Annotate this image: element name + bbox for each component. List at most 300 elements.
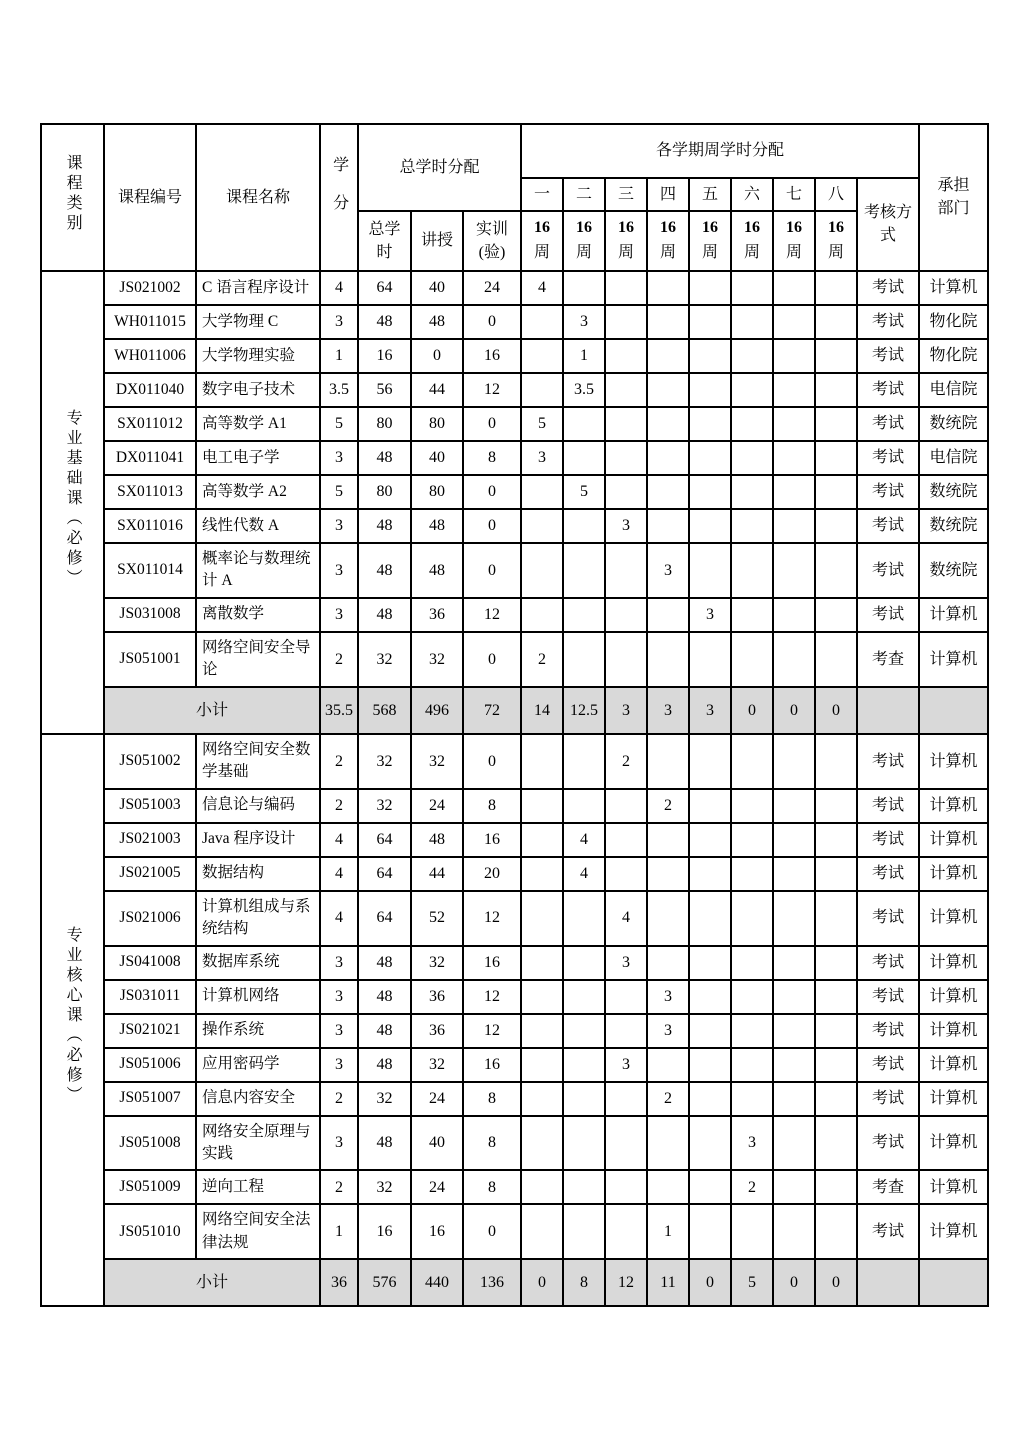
header-row-1 [41, 124, 988, 178]
assessment-cell: 考试 [857, 373, 919, 407]
subtotal-total-hours-cell: 576 [358, 1259, 411, 1306]
subtotal-department-cell [919, 1259, 988, 1306]
group-header-weekly-hours: 各学期周学时分配 [521, 124, 919, 178]
practice-hours-cell: 12 [463, 891, 521, 946]
total-hours-cell: 64 [358, 271, 411, 305]
total-hours-cell: 32 [358, 734, 411, 789]
lecture-hours-cell: 80 [411, 407, 463, 441]
course-name-cell: 电工电子学 [196, 441, 320, 475]
semester-hours-cell [731, 509, 773, 543]
credits-cell: 5 [320, 475, 358, 509]
course-code-cell: JS051009 [104, 1170, 196, 1204]
credits-cell: 2 [320, 1170, 358, 1204]
semester-hours-cell [773, 1204, 815, 1259]
department-cell: 计算机 [919, 1170, 988, 1204]
subtotal-semester-hours-cell: 12.5 [563, 687, 605, 734]
subtotal-credits-cell: 35.5 [320, 687, 358, 734]
credits-cell: 2 [320, 632, 358, 687]
subtotal-total-hours-cell: 568 [358, 687, 411, 734]
semester-hours-cell [605, 980, 647, 1014]
semester-hours-cell [563, 980, 605, 1014]
semester-hours-cell [731, 980, 773, 1014]
lecture-hours-cell: 80 [411, 475, 463, 509]
semester-hours-cell [689, 475, 731, 509]
semester-hours-cell: 3 [605, 509, 647, 543]
department-cell: 电信院 [919, 441, 988, 475]
semester-hours-cell [563, 1048, 605, 1082]
semester-hours-cell [647, 373, 689, 407]
semester-hours-cell [731, 1204, 773, 1259]
semester-hours-cell [689, 509, 731, 543]
category-label: 专业基础课（必修） [64, 408, 82, 589]
practice-hours-cell: 16 [463, 946, 521, 980]
col-header-code: 课程编号 [104, 124, 196, 271]
credits-cell: 4 [320, 857, 358, 891]
weeks-unit: 周 [533, 243, 550, 261]
department-cell: 计算机 [919, 946, 988, 980]
semester-hours-cell [563, 407, 605, 441]
semester-hours-cell [773, 891, 815, 946]
semester-hours-cell [605, 823, 647, 857]
credits-cell: 3 [320, 1116, 358, 1171]
col-header-weeks-3 [605, 211, 647, 271]
course-name-cell: 网络空间安全导论 [196, 632, 320, 687]
assessment-cell: 考查 [857, 632, 919, 687]
col-header-practice-label: 实训(验) [475, 220, 508, 261]
lecture-hours-cell: 48 [411, 543, 463, 598]
department-cell: 数统院 [919, 407, 988, 441]
semester-hours-cell: 3 [647, 543, 689, 598]
semester-hours-cell: 2 [647, 789, 689, 823]
col-header-semester-2: 二 [563, 178, 605, 211]
semester-hours-cell [773, 509, 815, 543]
semester-hours-cell: 3 [605, 946, 647, 980]
semester-hours-cell [647, 1116, 689, 1171]
course-name-cell: 计算机组成与系统结构 [196, 891, 320, 946]
semester-hours-cell [773, 823, 815, 857]
total-hours-cell: 16 [358, 1204, 411, 1259]
course-row [41, 339, 988, 373]
lecture-hours-cell: 32 [411, 946, 463, 980]
assessment-cell: 考试 [857, 475, 919, 509]
lecture-hours-cell: 40 [411, 441, 463, 475]
col-header-total-hours: 总学时 [358, 211, 411, 271]
course-row [41, 1082, 988, 1116]
total-hours-cell: 48 [358, 946, 411, 980]
semester-hours-cell [773, 632, 815, 687]
semester-hours-cell [689, 823, 731, 857]
semester-hours-cell [563, 1014, 605, 1048]
semester-hours-cell [605, 1170, 647, 1204]
semester-hours-cell: 2 [731, 1170, 773, 1204]
semester-hours-cell: 5 [563, 475, 605, 509]
credits-cell: 3 [320, 1014, 358, 1048]
practice-hours-cell: 0 [463, 509, 521, 543]
total-hours-cell: 48 [358, 1116, 411, 1171]
total-hours-cell: 56 [358, 373, 411, 407]
semester-hours-cell [815, 339, 857, 373]
semester-hours-cell: 2 [647, 1082, 689, 1116]
semester-hours-cell [605, 407, 647, 441]
subtotal-row [41, 687, 988, 734]
subtotal-practice-hours-cell: 72 [463, 687, 521, 734]
department-cell: 计算机 [919, 734, 988, 789]
credits-cell: 3 [320, 543, 358, 598]
semester-hours-cell [731, 823, 773, 857]
course-name-cell: 应用密码学 [196, 1048, 320, 1082]
col-header-weeks-6 [731, 211, 773, 271]
total-hours-cell: 48 [358, 509, 411, 543]
course-row [41, 789, 988, 823]
department-cell: 计算机 [919, 1204, 988, 1259]
semester-hours-cell [815, 1014, 857, 1048]
course-name-cell: 信息论与编码 [196, 789, 320, 823]
semester-hours-cell [521, 980, 563, 1014]
course-name-cell: 计算机网络 [196, 980, 320, 1014]
semester-hours-cell [647, 598, 689, 632]
semester-hours-cell [731, 475, 773, 509]
subtotal-practice-hours-cell: 136 [463, 1259, 521, 1306]
subtotal-semester-hours-cell: 0 [815, 687, 857, 734]
col-header-semester-5: 五 [689, 178, 731, 211]
semester-hours-cell [521, 1048, 563, 1082]
practice-hours-cell: 24 [463, 271, 521, 305]
department-cell: 计算机 [919, 598, 988, 632]
semester-hours-cell [689, 946, 731, 980]
course-row [41, 1116, 988, 1171]
semester-hours-cell [647, 823, 689, 857]
course-row [41, 598, 988, 632]
semester-hours-cell [521, 1082, 563, 1116]
lecture-hours-cell: 48 [411, 305, 463, 339]
course-row [41, 1014, 988, 1048]
semester-hours-cell [731, 946, 773, 980]
subtotal-row [41, 1259, 988, 1306]
credits-cell: 4 [320, 823, 358, 857]
semester-hours-cell [689, 441, 731, 475]
course-row [41, 823, 988, 857]
semester-hours-cell [563, 509, 605, 543]
course-name-cell: 高等数学 A2 [196, 475, 320, 509]
semester-hours-cell [605, 475, 647, 509]
assessment-cell: 考试 [857, 891, 919, 946]
semester-hours-cell [689, 734, 731, 789]
course-name-cell: 数字电子技术 [196, 373, 320, 407]
col-header-semester-8: 八 [815, 178, 857, 211]
semester-hours-cell [647, 857, 689, 891]
semester-hours-cell [563, 543, 605, 598]
credits-cell: 3 [320, 441, 358, 475]
curriculum-table [40, 123, 989, 1307]
semester-hours-cell [773, 946, 815, 980]
course-name-cell: Java 程序设计 [196, 823, 320, 857]
weeks-number: 16 [702, 219, 718, 237]
practice-hours-cell: 12 [463, 980, 521, 1014]
assessment-cell: 考试 [857, 734, 919, 789]
course-row [41, 1048, 988, 1082]
semester-hours-cell [773, 980, 815, 1014]
semester-hours-cell [647, 891, 689, 946]
total-hours-cell: 16 [358, 339, 411, 373]
assessment-cell: 考试 [857, 1082, 919, 1116]
semester-hours-cell [773, 475, 815, 509]
col-header-semester-1: 一 [521, 178, 563, 211]
semester-hours-cell [815, 598, 857, 632]
semester-hours-cell [773, 441, 815, 475]
col-header-semester-4: 四 [647, 178, 689, 211]
semester-hours-cell [731, 543, 773, 598]
department-cell: 计算机 [919, 632, 988, 687]
course-name-cell: 线性代数 A [196, 509, 320, 543]
subtotal-semester-hours-cell: 5 [731, 1259, 773, 1306]
semester-hours-cell: 5 [521, 407, 563, 441]
credits-cell: 2 [320, 734, 358, 789]
semester-hours-cell [731, 789, 773, 823]
assessment-cell: 考试 [857, 1014, 919, 1048]
course-name-cell: C 语言程序设计 [196, 271, 320, 305]
semester-hours-cell [521, 789, 563, 823]
course-code-cell: WH011006 [104, 339, 196, 373]
course-name-cell: 操作系统 [196, 1014, 320, 1048]
subtotal-label-cell: 小计 [104, 687, 320, 734]
weeks-number: 16 [660, 219, 676, 237]
semester-hours-cell [605, 789, 647, 823]
col-header-weeks-8 [815, 211, 857, 271]
subtotal-semester-hours-cell: 0 [689, 1259, 731, 1306]
col-header-assessment: 考核方式 [857, 178, 919, 271]
total-hours-cell: 80 [358, 475, 411, 509]
semester-hours-cell [563, 632, 605, 687]
course-code-cell: JS041008 [104, 946, 196, 980]
semester-hours-cell [815, 946, 857, 980]
weeks-unit: 周 [827, 243, 844, 261]
credits-cell: 3 [320, 509, 358, 543]
semester-hours-cell [689, 857, 731, 891]
semester-hours-cell [563, 271, 605, 305]
semester-hours-cell: 2 [605, 734, 647, 789]
semester-hours-cell [689, 632, 731, 687]
semester-hours-cell: 3 [647, 980, 689, 1014]
course-code-cell: SX011012 [104, 407, 196, 441]
semester-hours-cell [773, 1170, 815, 1204]
lecture-hours-cell: 40 [411, 271, 463, 305]
lecture-hours-cell: 36 [411, 598, 463, 632]
semester-hours-cell: 3 [605, 1048, 647, 1082]
subtotal-semester-hours-cell: 3 [689, 687, 731, 734]
semester-hours-cell [563, 1204, 605, 1259]
total-hours-cell: 48 [358, 441, 411, 475]
semester-hours-cell [815, 1082, 857, 1116]
semester-hours-cell [689, 1116, 731, 1171]
semester-hours-cell [773, 373, 815, 407]
course-code-cell: JS021002 [104, 271, 196, 305]
department-cell: 计算机 [919, 1014, 988, 1048]
course-code-cell: SX011014 [104, 543, 196, 598]
semester-hours-cell [731, 598, 773, 632]
lecture-hours-cell: 36 [411, 980, 463, 1014]
department-cell: 计算机 [919, 1082, 988, 1116]
course-code-cell: JS021005 [104, 857, 196, 891]
practice-hours-cell: 8 [463, 441, 521, 475]
assessment-cell: 考试 [857, 441, 919, 475]
department-cell: 物化院 [919, 305, 988, 339]
semester-hours-cell [521, 1116, 563, 1171]
course-row [41, 543, 988, 598]
course-row [41, 632, 988, 687]
semester-hours-cell [521, 891, 563, 946]
lecture-hours-cell: 32 [411, 734, 463, 789]
semester-hours-cell [647, 271, 689, 305]
course-code-cell: JS051007 [104, 1082, 196, 1116]
course-name-cell: 大学物理实验 [196, 339, 320, 373]
col-header-department: 承担部门 [919, 124, 988, 271]
col-header-semester-7: 七 [773, 178, 815, 211]
semester-hours-cell [605, 1082, 647, 1116]
course-code-cell: JS031008 [104, 598, 196, 632]
semester-hours-cell [605, 857, 647, 891]
semester-hours-cell [605, 543, 647, 598]
category-cell [41, 271, 104, 734]
practice-hours-cell: 0 [463, 632, 521, 687]
assessment-cell: 考试 [857, 305, 919, 339]
col-header-category [41, 124, 104, 271]
semester-hours-cell [521, 1170, 563, 1204]
semester-hours-cell [605, 339, 647, 373]
semester-hours-cell [773, 1116, 815, 1171]
weeks-unit: 周 [659, 243, 676, 261]
group-header-total-hours: 总学时分配 [358, 124, 521, 211]
department-cell: 计算机 [919, 980, 988, 1014]
department-cell: 计算机 [919, 1116, 988, 1171]
course-table-body [41, 271, 988, 1307]
course-name-cell: 高等数学 A1 [196, 407, 320, 441]
semester-hours-cell [815, 1116, 857, 1171]
credits-cell: 1 [320, 339, 358, 373]
semester-hours-cell [731, 1014, 773, 1048]
credits-cell: 3 [320, 305, 358, 339]
credits-cell: 3.5 [320, 373, 358, 407]
col-header-weeks-1 [521, 211, 563, 271]
semester-hours-cell [815, 475, 857, 509]
course-code-cell: JS051001 [104, 632, 196, 687]
weeks-unit: 周 [617, 243, 634, 261]
assessment-cell: 考试 [857, 1116, 919, 1171]
semester-hours-cell [689, 339, 731, 373]
semester-hours-cell [605, 271, 647, 305]
department-cell: 数统院 [919, 475, 988, 509]
semester-hours-cell [815, 373, 857, 407]
semester-hours-cell [647, 946, 689, 980]
total-hours-cell: 32 [358, 789, 411, 823]
semester-hours-cell [605, 305, 647, 339]
semester-hours-cell [815, 789, 857, 823]
weeks-number: 16 [534, 219, 550, 237]
semester-hours-cell [647, 509, 689, 543]
semester-hours-cell [521, 823, 563, 857]
semester-hours-cell [563, 789, 605, 823]
assessment-cell: 考试 [857, 598, 919, 632]
course-code-cell: JS051002 [104, 734, 196, 789]
course-code-cell: SX011016 [104, 509, 196, 543]
semester-hours-cell [815, 543, 857, 598]
practice-hours-cell: 8 [463, 789, 521, 823]
semester-hours-cell [815, 509, 857, 543]
weeks-number: 16 [828, 219, 844, 237]
semester-hours-cell [689, 1014, 731, 1048]
semester-hours-cell: 2 [521, 632, 563, 687]
assessment-cell: 考试 [857, 543, 919, 598]
subtotal-lecture-hours-cell: 440 [411, 1259, 463, 1306]
semester-hours-cell [689, 543, 731, 598]
semester-hours-cell [731, 305, 773, 339]
assessment-cell: 考试 [857, 339, 919, 373]
semester-hours-cell [521, 339, 563, 373]
practice-hours-cell: 0 [463, 407, 521, 441]
semester-hours-cell [815, 1048, 857, 1082]
course-code-cell: JS021003 [104, 823, 196, 857]
department-cell: 计算机 [919, 789, 988, 823]
semester-hours-cell: 4 [563, 823, 605, 857]
semester-hours-cell [773, 407, 815, 441]
semester-hours-cell [521, 509, 563, 543]
course-row [41, 1170, 988, 1204]
total-hours-cell: 48 [358, 1014, 411, 1048]
semester-hours-cell [731, 407, 773, 441]
course-name-cell: 网络空间安全法律法规 [196, 1204, 320, 1259]
course-row [41, 475, 988, 509]
semester-hours-cell: 3 [521, 441, 563, 475]
practice-hours-cell: 12 [463, 373, 521, 407]
assessment-cell: 考试 [857, 946, 919, 980]
lecture-hours-cell: 36 [411, 1014, 463, 1048]
semester-hours-cell [605, 441, 647, 475]
semester-hours-cell: 3 [689, 598, 731, 632]
subtotal-semester-hours-cell: 8 [563, 1259, 605, 1306]
semester-hours-cell [563, 1170, 605, 1204]
credits-cell: 1 [320, 1204, 358, 1259]
assessment-cell: 考试 [857, 407, 919, 441]
lecture-hours-cell: 32 [411, 632, 463, 687]
total-hours-cell: 48 [358, 598, 411, 632]
credits-cell: 5 [320, 407, 358, 441]
table-header [41, 124, 988, 271]
semester-hours-cell [815, 305, 857, 339]
assessment-cell: 考试 [857, 789, 919, 823]
subtotal-semester-hours-cell: 3 [605, 687, 647, 734]
lecture-hours-cell: 24 [411, 789, 463, 823]
semester-hours-cell [815, 891, 857, 946]
semester-hours-cell [563, 598, 605, 632]
lecture-hours-cell: 32 [411, 1048, 463, 1082]
subtotal-credits-cell: 36 [320, 1259, 358, 1306]
course-name-cell: 网络安全原理与实践 [196, 1116, 320, 1171]
semester-hours-cell [773, 543, 815, 598]
col-header-semester-3: 三 [605, 178, 647, 211]
total-hours-cell: 80 [358, 407, 411, 441]
total-hours-cell: 32 [358, 1170, 411, 1204]
col-header-weeks-4 [647, 211, 689, 271]
semester-hours-cell [689, 271, 731, 305]
col-header-semester-6: 六 [731, 178, 773, 211]
course-code-cell: JS051008 [104, 1116, 196, 1171]
subtotal-semester-hours-cell: 11 [647, 1259, 689, 1306]
course-name-cell: 概率论与数理统计 A [196, 543, 320, 598]
semester-hours-cell [689, 373, 731, 407]
col-header-weeks-2 [563, 211, 605, 271]
credits-cell: 4 [320, 891, 358, 946]
semester-hours-cell [815, 1170, 857, 1204]
department-cell: 数统院 [919, 543, 988, 598]
